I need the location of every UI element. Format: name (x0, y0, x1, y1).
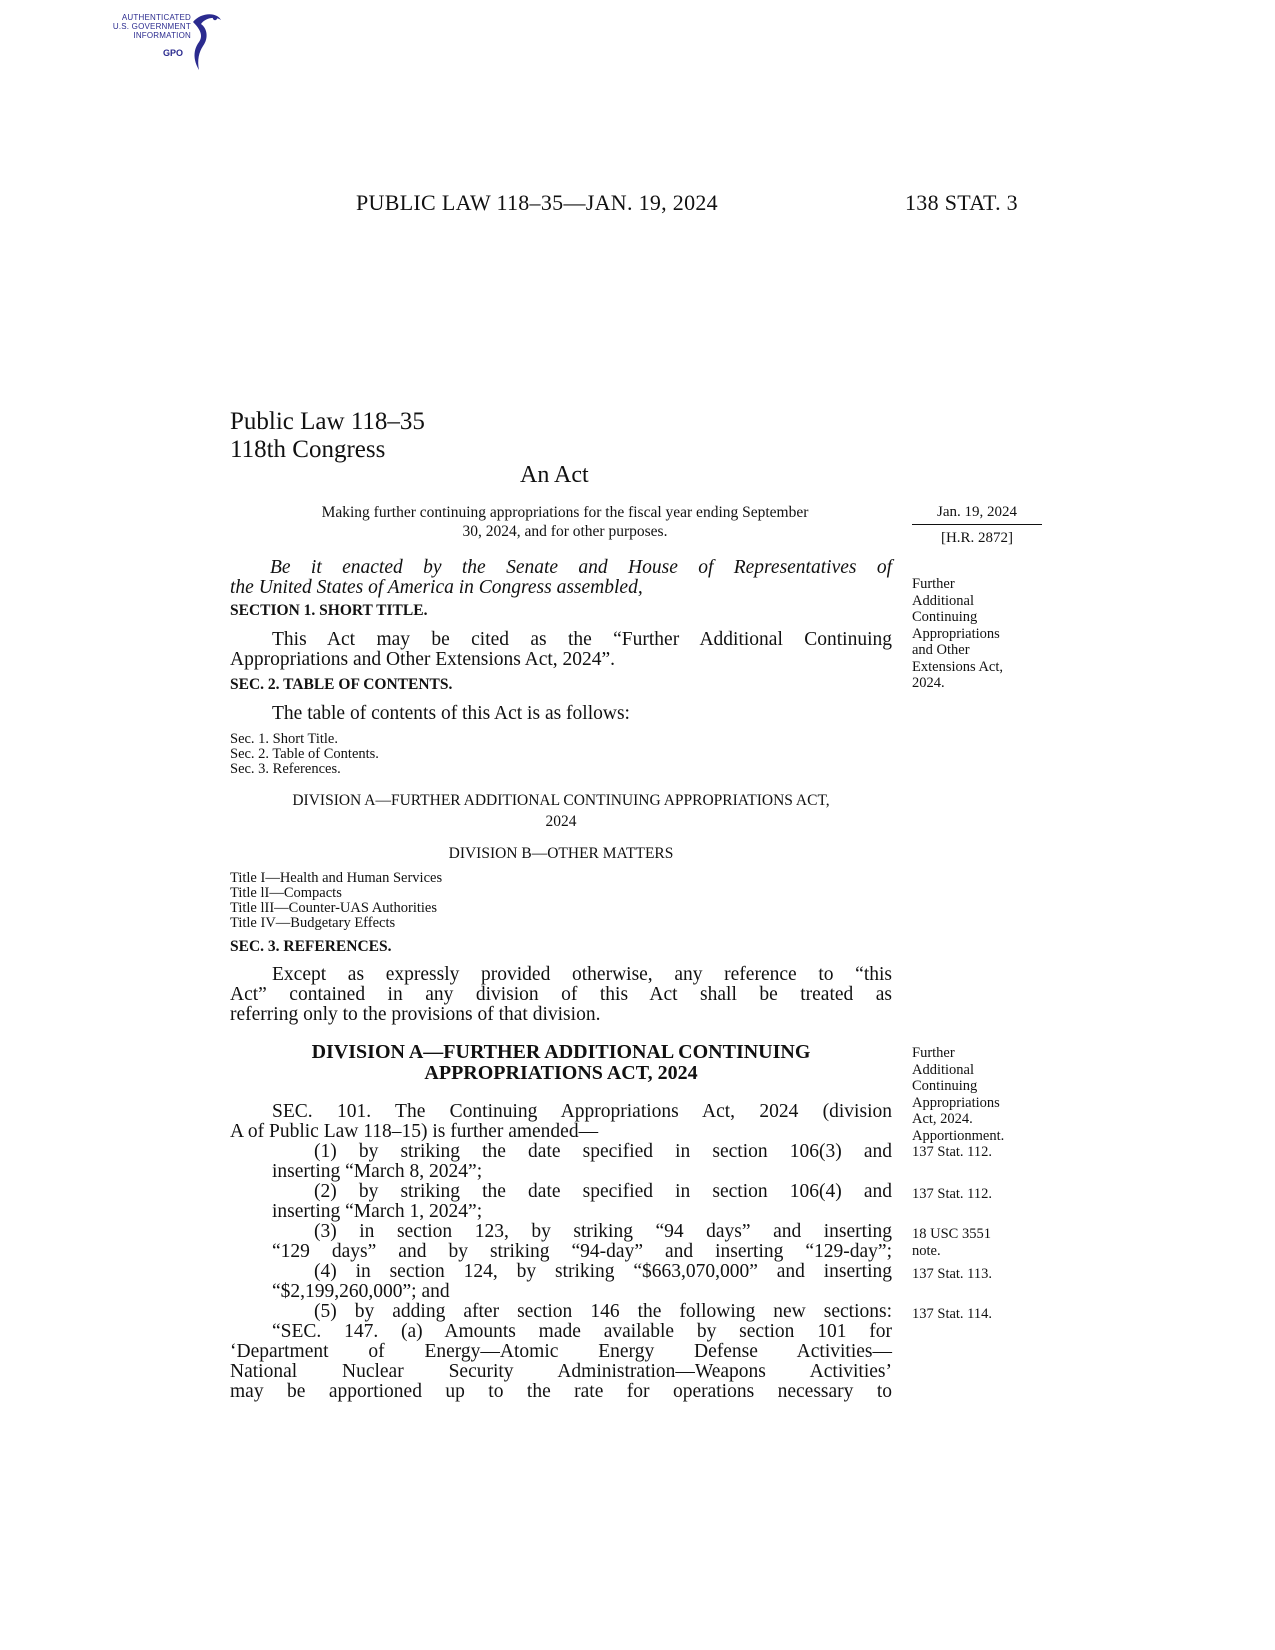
toc-division-a: DIVISION A—FURTHER ADDITIONAL CONTINUING APPROPRIATIONS ACT, 2024 (292, 792, 830, 830)
enacting-clause: Be it enacted by the Senate and House of Representatives of the United States of America in Congress assembled, (230, 557, 892, 598)
amendment-item: (2) by striking the date specified in section 106(4) and (314, 1181, 892, 1202)
bill-number: [H.R. 2872] (940, 530, 1014, 546)
toc-entry: Sec. 2. Table of Contents. (230, 746, 379, 762)
sec1-heading: SECTION 1. SHORT TITLE. (230, 602, 428, 619)
toc-division-b: DIVISION B—OTHER MATTERS (448, 845, 674, 862)
toc-title-entry: Title lI—Compacts (230, 885, 342, 901)
logo-gpo-mark: GPO (163, 48, 184, 58)
margin-note-short-title: Further Additional Continuing Appropriations and Other Extensions Act, 2024. (912, 576, 1004, 691)
sec101-text: SEC. 101. The Continuing Appropriations Act, 2024 (division A of Public Law 118–15) is further amended— (1) by striking the date specified in section 106(3) and inserting “March 8, 2024”; (2) by striking the date specified in section 106(4) and inserting “March 1, 2024”; (3) in section 123, by striking “94 days” and inserting “129 days” and by striking “94-day” and inserting “129-day”; (4) in section 124, by striking “$663,070,000” and inserting “$2,199,260,000”; and (5) by adding after section 146 the following new sections: “SEC. 147. (a) Amounts made available by section 101 for ‘Department of Energy—Atomic Energy Defense Activities— National Nuclear Security Administration—Weapons Activities’ may be apportioned up to the rate for operations necessary to (230, 1101, 892, 1402)
toc-title-entry: Title lII—Counter-UAS Authorities (230, 900, 438, 916)
date-rule (912, 524, 1042, 525)
gpo-logo (95, 8, 230, 78)
toc-titles (230, 871, 892, 931)
gpo-eagle-icon (187, 8, 227, 74)
toc-sections (230, 732, 892, 777)
amendment-item: (4) in section 124, by striking “$663,070,000” and inserting (314, 1261, 892, 1282)
margin-note-stat-112: 137 Stat. 112. (912, 1186, 993, 1202)
toc-entry: Sec. 3. References. (230, 761, 341, 777)
amendment-item: (3) in section 123, by striking “94 days” and inserting (314, 1221, 892, 1242)
act-purpose: Making further continuing appropriations for the fiscal year ending September 30, 2024, and for other purposes. (321, 504, 809, 540)
margin-note-stat-114: 137 Stat. 114. (912, 1306, 993, 1322)
public-law-title (230, 408, 425, 464)
margin-note-usc: 18 USC 3551 note. (912, 1226, 991, 1259)
act-heading: An Act (520, 462, 589, 488)
toc-entry: Sec. 1. Short Title. (230, 731, 338, 747)
division-a-heading: DIVISION A—FURTHER ADDITIONAL CONTINUING APPROPRIATIONS ACT, 2024 (311, 1041, 811, 1084)
margin-note-division-a: Further Additional Continuing Appropriations Act, 2024. Apportionment. 137 Stat. 112. (912, 1045, 1005, 1160)
congress-number: 118th Congress (230, 436, 386, 463)
public-law-number: Public Law 118–35 (230, 408, 425, 435)
sec1-text: This Act may be cited as the “Further Additional Continuing Appropriations and Other Extensions Act, 2024”. (230, 629, 892, 670)
approval-date: Jan. 19, 2024 (937, 504, 1017, 520)
sec3-text: Except as expressly provided otherwise, any reference to “this Act” contained in any division of this Act shall be treated as referring only to the provisions of that division. (230, 964, 892, 1025)
toc-title-entry: Title I—Health and Human Services (230, 870, 443, 886)
sec147-text: “SEC. 147. (a) Amounts made available by section 101 for (272, 1321, 892, 1342)
margin-date-block (912, 503, 1042, 548)
sec2-intro: The table of contents of this Act is as follows: (272, 703, 630, 724)
sec2-heading: SEC. 2. TABLE OF CONTENTS. (230, 676, 453, 693)
running-head: PUBLIC LAW 118–35—JAN. 19, 2024 (356, 190, 718, 215)
sec3-heading: SEC. 3. REFERENCES. (230, 938, 392, 955)
logo-text: AUTHENTICATED U.S. GOVERNMENT INFORMATION (112, 13, 191, 40)
amendment-item: (1) by striking the date specified in section 106(3) and (314, 1141, 892, 1162)
amendment-item: (5) by adding after section 146 the following new sections: (314, 1301, 892, 1322)
margin-note-stat-113: 137 Stat. 113. (912, 1266, 993, 1282)
toc-title-entry: Title IV—Budgetary Effects (230, 915, 396, 931)
stat-page-number: 138 STAT. 3 (905, 190, 1018, 215)
